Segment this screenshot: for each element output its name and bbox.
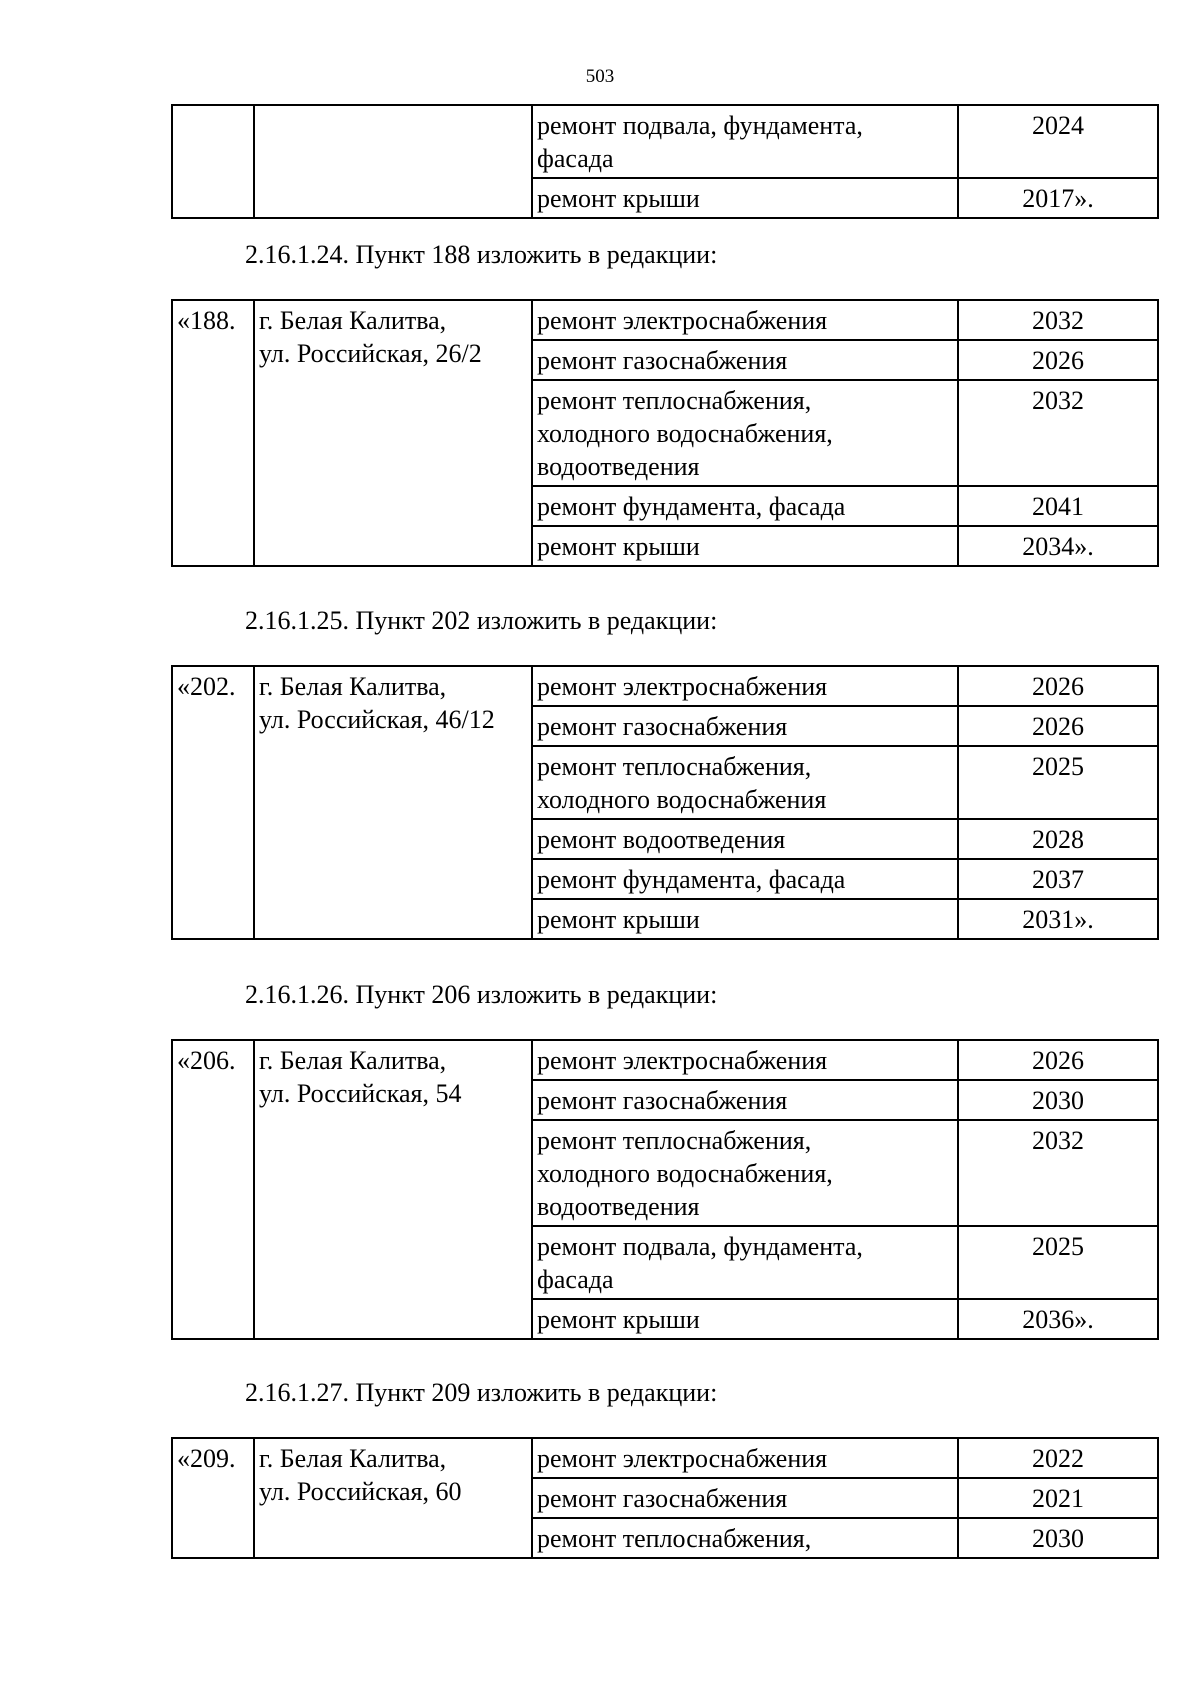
item-number: «202. (172, 666, 254, 939)
year-cell: 2030 (958, 1518, 1158, 1558)
year-cell: 2025 (958, 746, 1158, 819)
work-type-cell: ремонт крыши (532, 526, 958, 566)
year-cell: 2028 (958, 819, 1158, 859)
work-type-cell: ремонт водоотведения (532, 819, 958, 859)
year-cell: 2037 (958, 859, 1158, 899)
year-cell: 2032 (958, 1120, 1158, 1226)
repair-schedule-table (171, 299, 1159, 567)
table-row (172, 300, 1158, 340)
address-cell: г. Белая Калитва, ул. Российская, 46/12 (254, 666, 532, 939)
section-heading: 2.16.1.27. Пункт 209 изложить в редакции: (245, 1378, 718, 1407)
repair-schedule-table (171, 1039, 1159, 1340)
year-cell: 2026 (958, 340, 1158, 380)
repair-schedule-table (171, 104, 1159, 219)
repair-schedule-table (171, 1437, 1159, 1559)
table-row (172, 1438, 1158, 1478)
section-heading: 2.16.1.25. Пункт 202 изложить в редакции: (245, 606, 718, 635)
table-row (172, 1040, 1158, 1080)
work-type-cell: ремонт газоснабжения (532, 340, 958, 380)
item-number: «209. (172, 1438, 254, 1558)
year-cell: 2030 (958, 1080, 1158, 1120)
year-cell: 2024 (958, 105, 1158, 178)
address-cell: г. Белая Калитва, ул. Российская, 54 (254, 1040, 532, 1339)
work-type-cell: ремонт теплоснабжения, холодного водоснабжения, водоотведения (532, 1120, 958, 1226)
item-number: «188. (172, 300, 254, 566)
year-cell: 2032 (958, 380, 1158, 486)
address-cell: г. Белая Калитва, ул. Российская, 60 (254, 1438, 532, 1558)
year-cell: 2032 (958, 300, 1158, 340)
work-type-cell: ремонт теплоснабжения, холодного водоснабжения, водоотведения (532, 380, 958, 486)
work-type-cell: ремонт газоснабжения (532, 1080, 958, 1120)
year-cell: 2026 (958, 706, 1158, 746)
work-type-cell: ремонт фундамента, фасада (532, 486, 958, 526)
table-row (172, 105, 1158, 178)
year-cell: 2026 (958, 666, 1158, 706)
work-type-cell: ремонт подвала, фундамента, фасада (532, 1226, 958, 1299)
year-cell: 2021 (958, 1478, 1158, 1518)
item-number (172, 105, 254, 218)
work-type-cell: ремонт газоснабжения (532, 1478, 958, 1518)
page-number: 503 (585, 66, 615, 87)
year-cell: 2026 (958, 1040, 1158, 1080)
address-cell (254, 105, 532, 218)
section-heading: 2.16.1.24. Пункт 188 изложить в редакции: (245, 240, 718, 269)
year-cell: 2017». (958, 178, 1158, 218)
year-cell: 2036». (958, 1299, 1158, 1339)
section-heading: 2.16.1.26. Пункт 206 изложить в редакции: (245, 980, 718, 1009)
table-row (172, 666, 1158, 706)
work-type-cell: ремонт теплоснабжения, (532, 1518, 958, 1558)
year-cell: 2025 (958, 1226, 1158, 1299)
year-cell: 2022 (958, 1438, 1158, 1478)
year-cell: 2031». (958, 899, 1158, 939)
year-cell: 2034». (958, 526, 1158, 566)
work-type-cell: ремонт электроснабжения (532, 1438, 958, 1478)
work-type-cell: ремонт электроснабжения (532, 300, 958, 340)
work-type-cell: ремонт газоснабжения (532, 706, 958, 746)
work-type-cell: ремонт крыши (532, 899, 958, 939)
work-type-cell: ремонт крыши (532, 1299, 958, 1339)
work-type-cell: ремонт электроснабжения (532, 666, 958, 706)
repair-schedule-table (171, 665, 1159, 940)
work-type-cell: ремонт электроснабжения (532, 1040, 958, 1080)
address-cell: г. Белая Калитва, ул. Российская, 26/2 (254, 300, 532, 566)
work-type-cell: ремонт фундамента, фасада (532, 859, 958, 899)
item-number: «206. (172, 1040, 254, 1339)
work-type-cell: ремонт подвала, фундамента, фасада (532, 105, 958, 178)
work-type-cell: ремонт теплоснабжения, холодного водоснабжения (532, 746, 958, 819)
year-cell: 2041 (958, 486, 1158, 526)
work-type-cell: ремонт крыши (532, 178, 958, 218)
